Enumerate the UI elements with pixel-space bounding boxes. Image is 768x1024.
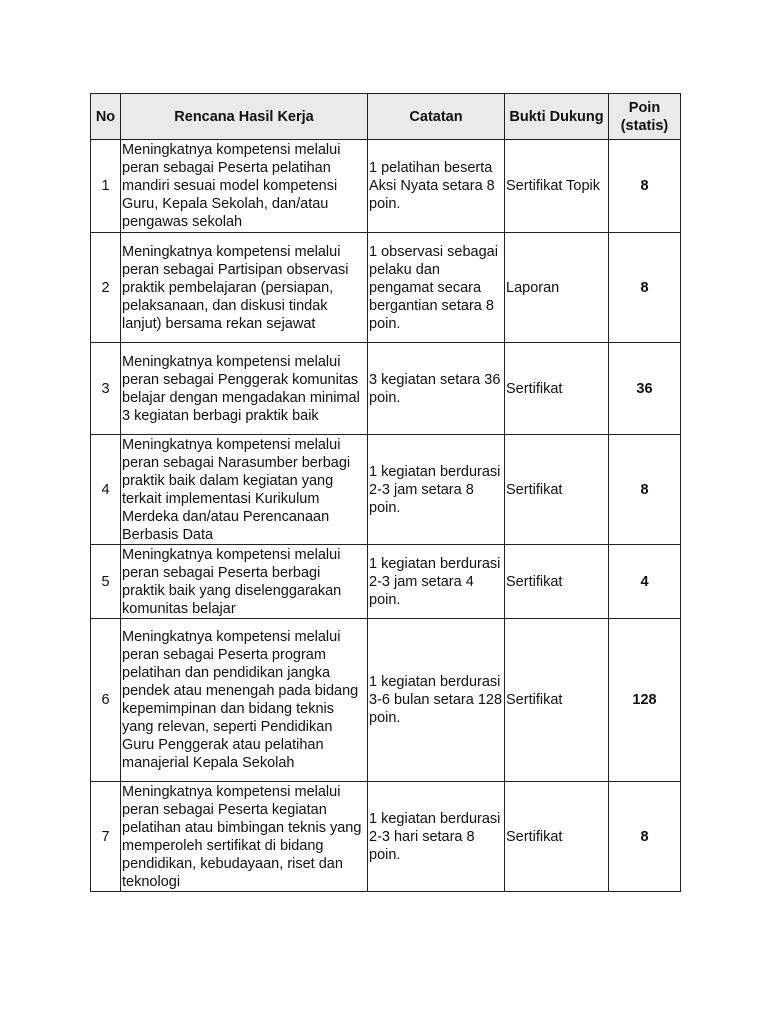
cell-no: 5 [91,545,121,619]
table-row [91,545,681,619]
header-row [91,94,681,140]
header-note: Catatan [368,94,505,140]
cell-plan: Meningkatnya kompetensi melalui peran sebagai Peserta program pelatihan dan pendidikan jangka pendek atau menengah pada bidang kepemimpinan dan bidang teknis yang relevan, seperti Pendidikan Guru Penggerak atau pelatihan manajerial Kepala Sekolah [121,619,368,782]
table-body [91,140,681,892]
cell-note: 3 kegiatan setara 36 poin. [368,343,505,435]
cell-no: 3 [91,343,121,435]
cell-proof: Sertifikat [505,619,609,782]
cell-plan: Meningkatnya kompetensi melalui peran sebagai Peserta berbagi praktik baik yang diselenggarakan komunitas belajar [121,545,368,619]
cell-note: 1 pelatihan beserta Aksi Nyata setara 8 poin. [368,140,505,233]
cell-points: 8 [609,435,681,545]
table-row [91,140,681,233]
cell-proof: Sertifikat Topik [505,140,609,233]
header-points: Poin (statis) [609,94,681,140]
cell-no: 2 [91,233,121,343]
table-row [91,435,681,545]
cell-proof: Sertifikat [505,545,609,619]
cell-no: 7 [91,782,121,892]
cell-no: 1 [91,140,121,233]
cell-points: 8 [609,782,681,892]
rhk-table [90,93,681,892]
cell-note: 1 kegiatan berdurasi 2-3 jam setara 8 poin. [368,435,505,545]
cell-no: 4 [91,435,121,545]
cell-plan: Meningkatnya kompetensi melalui peran sebagai Peserta pelatihan mandiri sesuai model kompetensi Guru, Kepala Sekolah, dan/atau pengawas sekolah [121,140,368,233]
cell-points: 8 [609,233,681,343]
cell-plan: Meningkatnya kompetensi melalui peran sebagai Partisipan observasi praktik pembelajaran (persiapan, pelaksanaan, dan diskusi tindak lanjut) bersama rekan sejawat [121,233,368,343]
header-proof: Bukti Dukung [505,94,609,140]
cell-proof: Laporan [505,233,609,343]
cell-plan: Meningkatnya kompetensi melalui peran sebagai Penggerak komunitas belajar dengan mengadakan minimal 3 kegiatan berbagi praktik baik [121,343,368,435]
cell-points: 8 [609,140,681,233]
table-row [91,343,681,435]
cell-points: 4 [609,545,681,619]
table-header [91,94,681,140]
cell-plan: Meningkatnya kompetensi melalui peran sebagai Narasumber berbagi praktik baik dalam kegiatan yang terkait implementasi Kurikulum Merdeka dan/atau Perencanaan Berbasis Data [121,435,368,545]
cell-note: 1 observasi sebagai pelaku dan pengamat secara bergantian setara 8 poin. [368,233,505,343]
cell-points: 36 [609,343,681,435]
table-row [91,233,681,343]
cell-proof: Sertifikat [505,435,609,545]
table-row [91,782,681,892]
header-no: No [91,94,121,140]
header-plan: Rencana Hasil Kerja [121,94,368,140]
cell-note: 1 kegiatan berdurasi 3-6 bulan setara 128 poin. [368,619,505,782]
cell-proof: Sertifikat [505,343,609,435]
cell-note: 1 kegiatan berdurasi 2-3 hari setara 8 poin. [368,782,505,892]
cell-plan: Meningkatnya kompetensi melalui peran sebagai Peserta kegiatan pelatihan atau bimbingan teknis yang memperoleh sertifikat di bidang pendidikan, kebudayaan, riset dan teknologi [121,782,368,892]
cell-points: 128 [609,619,681,782]
cell-note: 1 kegiatan berdurasi 2-3 jam setara 4 poin. [368,545,505,619]
cell-no: 6 [91,619,121,782]
cell-proof: Sertifikat [505,782,609,892]
table-row [91,619,681,782]
